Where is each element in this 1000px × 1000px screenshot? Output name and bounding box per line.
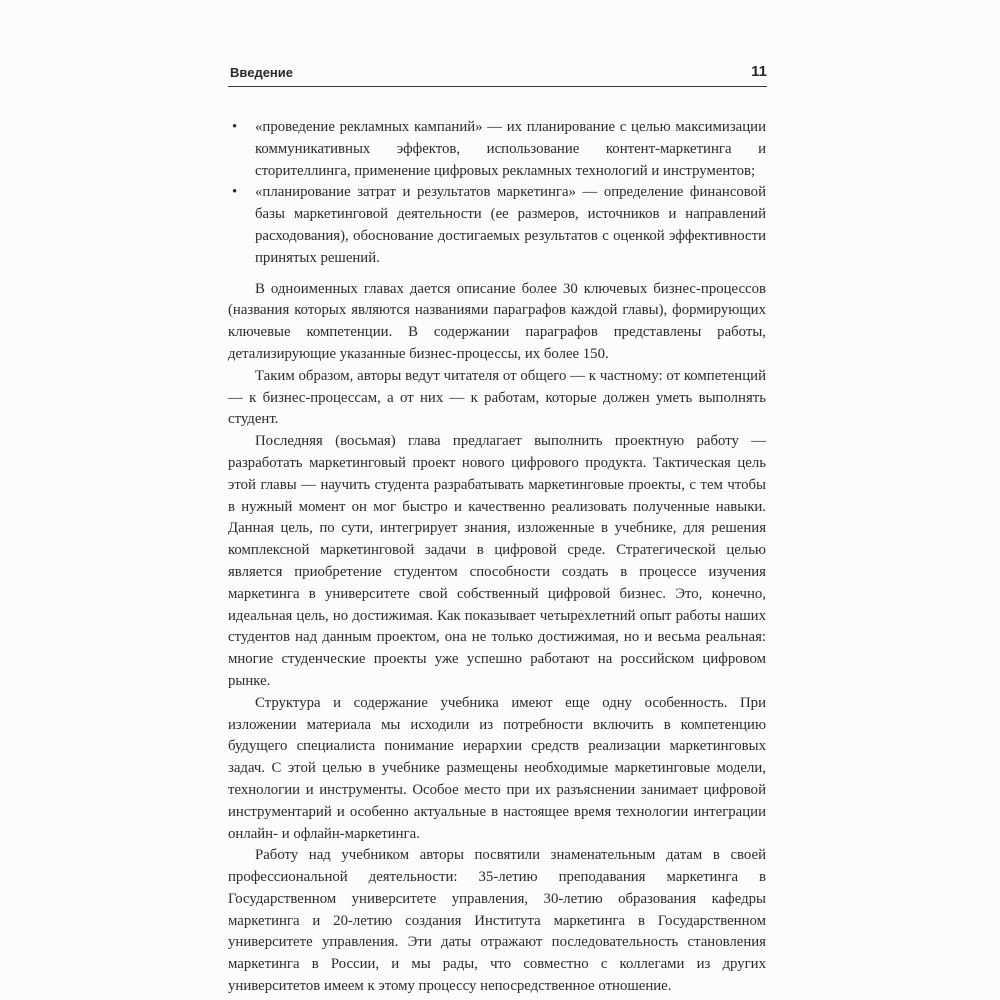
paragraph: Структура и содержание учебника имеют еще одну особенность. При изложении материала мы исходили из потребности включить в компетенцию будущего специалиста понимание иерархии средств реализации маркетинговых задач. С этой целью в учебнике размещены необходимые маркетинговые модели, технологии и инструменты. Особое место при их разъяснении занимает цифровой инструментарий и особенно актуальные в настоящее время технологии интеграции онлайн- и офлайн-маркетинга. bbox=[228, 694, 766, 842]
paragraph: Последняя (восьмая) глава предлагает выполнить проектную работу — разработать маркетинговый проект нового цифрового продукта. Тактическая цель этой главы — научить студента разрабатывать маркетинговые проекты, с тем чтобы в нужный момент он мог быстро и качественно реализовать полученные навыки. Данная цель, по сути, интегрирует знания, изложенные в учебнике, для решения комплексной маркетинговой задачи в цифровой среде. Стратегической целью является приобретение студентом способности создать в процессе изучения маркетинга в университете свой собственный цифровой бизнес. Это, конечно, идеальная цель, но достижимая. Как показывает четырехлетний опыт работы наших студентов над данным проектом, она не только достижимая, но и весьма реальная: многие студенческие проекты уже успешно работают на российском цифровом рынке. bbox=[228, 433, 766, 689]
paragraph: Работу над учебником авторы посвятили знаменательным датам в своей профессиональной деятельности: 35-летию преподавания маркетинга в Государственном университете управления, 30-летию образования кафедры маркетинга и 20-летию создания Института маркетинга в Государственном университете управления. Эти даты отражают последовательность становления маркетинга в России, и мы рады, что совместно с коллегами из других университетов имеем к этому процессу непосредственное отношение. bbox=[228, 847, 766, 995]
paragraph: Таким образом, авторы ведут читателя от общего — к частному: от компетенций — к бизнес-процессам, а от них — к работам, которые должен уметь выполнять студент. bbox=[228, 367, 766, 428]
bullet-list bbox=[228, 117, 766, 270]
header-rule bbox=[228, 86, 767, 87]
running-header bbox=[228, 63, 767, 85]
bullet-icon: • bbox=[232, 119, 238, 135]
bullet-text: «планирование затрат и результатов маркетинга» — определение финансовой базы маркетинговой деятельности (ее размеров, источников и направлений расходования), обоснование достигаемых результатов с оценкой эффективности принятых решений. bbox=[255, 184, 766, 266]
paragraph: В одноименных главах дается описание более 30 ключевых бизнес-процессов (названия которых являются названиями параграфов каждой главы), формирующих ключевые компетенции. В содержании параграфов представлены работы, детализирующие указанные бизнес-процессы, их более 150. bbox=[228, 280, 766, 362]
paragraphs bbox=[228, 279, 766, 998]
bullet-icon: • bbox=[232, 184, 238, 201]
bullet-text: «проведение рекламных кампаний» — их планирование с целью максимизации коммуникативных эффектов, использование контент-маркетинга и сторителлинга, применение цифровых рекламных технологий и инструментов; bbox=[255, 119, 766, 179]
bullet-item bbox=[228, 117, 766, 182]
page-number: 11 bbox=[751, 63, 767, 80]
body-text bbox=[228, 117, 766, 998]
section-title: Введение bbox=[230, 65, 293, 80]
bullet-item bbox=[228, 182, 766, 269]
